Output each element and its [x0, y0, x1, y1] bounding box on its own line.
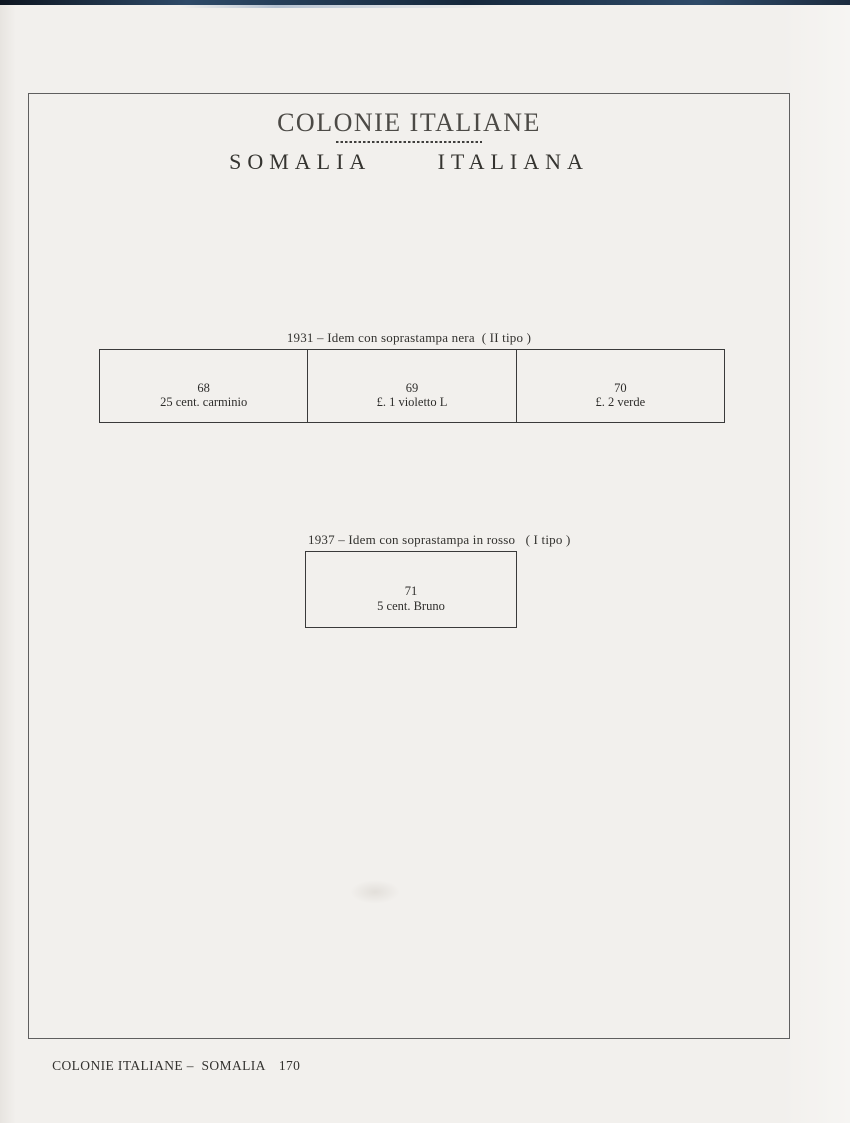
stamp-row-1931 [99, 349, 725, 423]
stamp-number: 69 [405, 380, 419, 395]
footer-page-number: 170 [278, 1058, 301, 1073]
stamp-placeholder-69 [307, 350, 515, 422]
title-divider [336, 141, 482, 143]
stamp-placeholder-71 [305, 551, 517, 628]
stamp-number: 68 [197, 380, 210, 395]
stamp-number: 71 [404, 584, 418, 599]
series-heading-1931: 1931 – Idem con soprastampa nera ( II tipo ) [286, 330, 532, 345]
scan-smear-artifact [180, 5, 500, 8]
page-subtitle: SOMALIA ITALIANA [229, 148, 589, 174]
stamp-placeholder-70 [516, 350, 724, 422]
series-heading-1937: 1937 – Idem con soprastampa in rosso ( I tipo ) [308, 532, 571, 547]
scan-smudge-artifact [350, 880, 400, 904]
footer-title: COLONIE ITALIANE – SOMALIA [52, 1058, 266, 1073]
stamp-description: £. 2 verde [595, 395, 646, 409]
stamp-description: 5 cent. Bruno [377, 598, 445, 613]
stamp-number: 70 [614, 380, 627, 395]
stamp-description: £. 1 violetto L [376, 395, 448, 409]
page-footer [37, 1042, 300, 1090]
stamp-placeholder-68 [100, 350, 307, 422]
page-frame [28, 93, 790, 1039]
stamp-description: 25 cent. carminio [160, 395, 248, 409]
title-block [29, 109, 789, 174]
page-title: COLONIE ITALIANE [277, 108, 541, 137]
